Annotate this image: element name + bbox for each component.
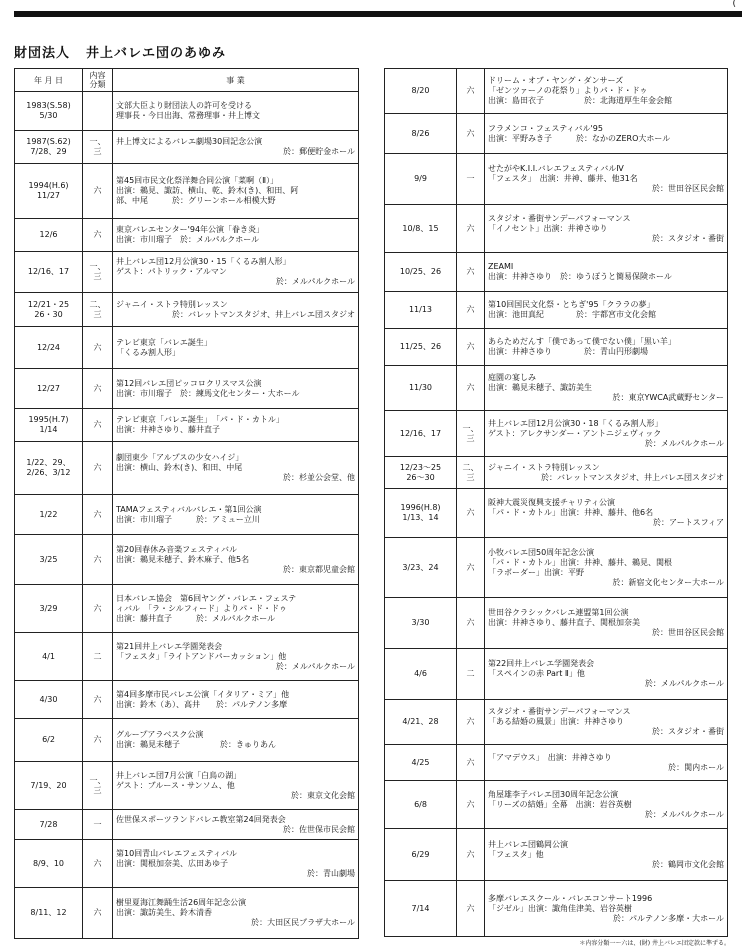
row-date: 1/22 [15, 495, 83, 535]
event-line: 東京バレエセンター'94年公演「眷き炎」 [116, 225, 265, 234]
row-event [113, 585, 359, 633]
row-date: 6/29 [385, 829, 457, 881]
title-org: 財団法人 [14, 46, 71, 61]
event-line: 於：大田区民プラザ大ホール [251, 918, 355, 927]
event-line: 出演：市川瑠子 於：メルパルクホール [116, 235, 260, 244]
row-kind: 六 [83, 888, 113, 939]
row-kind: 六 [83, 495, 113, 535]
right-table-column [384, 68, 728, 937]
event-line: 阪神大震災復興支援チャリティ公演 [488, 498, 615, 507]
row-date: 12/21・25 26・30 [15, 293, 83, 327]
table-row [15, 442, 359, 495]
event-line: 於：新宿文化センター大ホール [612, 577, 724, 587]
row-event [485, 205, 728, 253]
row-event [113, 810, 359, 840]
table-row [15, 810, 359, 840]
row-event [485, 411, 728, 457]
event-line: 「フェスタ」「ライトアンドパーカッション」他 [116, 651, 287, 661]
table-row [15, 633, 359, 681]
event-line: 「イノセント」出演：井神さゆり [488, 223, 608, 233]
table-row [385, 253, 728, 292]
table-row [385, 489, 728, 538]
row-kind: 一 [83, 810, 113, 840]
event-line: TAMAフェスティバルバレエ・第1回公演 [116, 504, 262, 514]
event-line: 於：杉並公会堂、他 [283, 473, 355, 482]
row-event [113, 719, 359, 762]
row-date: 10/8、15 [385, 205, 457, 253]
table-row [15, 219, 359, 252]
row-event [485, 829, 728, 881]
table-row [15, 164, 359, 219]
event-line: 第4回多摩市民バレエ公演「イタリア・ミア」他 [116, 689, 290, 699]
event-line: 於：パルテノン多摩・大ホール [613, 913, 724, 923]
left-table-body [15, 92, 359, 939]
row-event [485, 329, 728, 366]
table-row [385, 649, 728, 700]
event-line: 佐世保スポーツランドバレエ教室第24回発表会 [116, 814, 286, 824]
event-line: 於：鶴岡市文化会館 [652, 859, 724, 869]
row-event [113, 327, 359, 369]
event-line: ZEAMI [488, 262, 514, 271]
event-line: 出演：島田衣子 於：北海道厚生年金会館 [488, 96, 672, 105]
table-row [15, 719, 359, 762]
row-date: 1987(S.62) 7/28、29 [15, 131, 83, 164]
row-kind: 六 [83, 369, 113, 409]
event-line: 出演：鈴木（あ）、高井 於：パルテノン多摩 [116, 699, 288, 709]
event-line: ゲスト：ブルース・サンソム、他 [116, 780, 235, 790]
event-line: 「リーズの結婚」全幕 出演：岩谷英樹 [488, 799, 632, 809]
row-kind: 一、三 [83, 131, 113, 164]
row-event [485, 292, 728, 329]
row-kind: 六 [457, 538, 485, 598]
event-line: 劇団東少「アルプスの少女ハイジ」 [116, 453, 244, 462]
event-line: 出演：池田真紀 於：宇都宮市文化会館 [488, 310, 656, 319]
row-kind: 二 [83, 633, 113, 681]
row-event [113, 92, 359, 131]
row-kind: 六 [83, 585, 113, 633]
row-event [485, 154, 728, 205]
table-row [385, 700, 728, 745]
row-event [113, 369, 359, 409]
event-line: ジャニイ・ストラ特別レッスン [116, 299, 228, 309]
event-line: ジャニイ・ストラ特別レッスン [488, 462, 600, 472]
event-line: 「パ・ド・カトル」出演：井神、藤井、鵜見、関根 [488, 557, 672, 567]
table-row [385, 292, 728, 329]
row-event [113, 442, 359, 495]
event-line: 第20回春休み音楽フェスティバル [116, 544, 237, 554]
row-date: 3/29 [15, 585, 83, 633]
event-line: 第10回国民文化祭・とちぎ'95「クララの夢」 [488, 300, 655, 309]
row-kind: 六 [83, 164, 113, 219]
event-line: あらためだんす「僕であって僕でない僕」「黒い羊」 [488, 337, 676, 346]
row-kind: 六 [457, 253, 485, 292]
event-line: 第22回井上バレエ学園発表会 [488, 659, 595, 668]
event-line: 井上博文によるバレエ劇場30回記念公演 [116, 137, 263, 146]
event-line: 出演：鵜見未穂子 於：きゅりあん [116, 740, 276, 749]
row-date: 12/23～25 26～30 [385, 457, 457, 489]
event-line: グループアラベスク公演 [116, 730, 204, 739]
row-kind: 六 [83, 409, 113, 442]
event-line: ゲスト：パトリック・アルマン [116, 267, 227, 276]
event-line: 理事長・今日出海、常務理事・井上博文 [116, 111, 260, 120]
row-kind: 六 [457, 598, 485, 649]
row-kind: 二、三 [457, 457, 485, 489]
event-line: 於：スタジオ・番街 [652, 233, 724, 243]
event-line: 於：アートスフィア [652, 518, 724, 527]
row-event [113, 633, 359, 681]
history-table-left [14, 68, 359, 939]
row-date: 7/19、20 [15, 762, 83, 810]
table-row [385, 69, 728, 114]
header-kind: 内容分類 [83, 69, 113, 92]
history-table-right [384, 68, 728, 937]
event-line: 日本バレエ協会 第6回ヤング・バレエ・フェステ [116, 593, 297, 603]
table-row [15, 535, 359, 585]
row-event [485, 457, 728, 489]
event-line: 出演：諏訪美生、鈴木清香 [116, 908, 212, 917]
event-line: 出演：井神さゆり、藤井直子、関根加奈美 [488, 618, 640, 627]
event-line: 出演：平野みき子 於：なかのZERO大ホール [488, 133, 671, 143]
event-line: 於：佐世保市民会館 [283, 824, 355, 834]
row-date: 4/25 [385, 745, 457, 781]
event-line: ィバル 「ラ・シルフィード」よりパ・ド・ドゥ [116, 603, 287, 613]
event-line: 於：メルパルクホール [275, 277, 355, 286]
row-kind: 六 [457, 881, 485, 937]
row-kind: 六 [457, 205, 485, 253]
row-event [485, 745, 728, 781]
event-line: 於：郵便貯金ホール [283, 147, 355, 156]
event-line: 出演：鵜見未穂子、諏訪美生 [488, 383, 592, 392]
row-date: 4/30 [15, 681, 83, 719]
event-line: 井上バレエ団鶴岡公演 [488, 839, 568, 849]
row-date: 12/27 [15, 369, 83, 409]
event-line: 「ある結婚の風景」出演：井神さゆり [488, 717, 624, 726]
row-kind: 六 [83, 840, 113, 888]
row-kind: 六 [457, 292, 485, 329]
event-line: 於：東京YWCA武蔵野センター [612, 393, 724, 402]
table-row [15, 409, 359, 442]
event-line: 「フェスタ」他 [488, 849, 544, 859]
row-kind: 六 [457, 829, 485, 881]
table-row [385, 538, 728, 598]
row-kind: 六 [457, 489, 485, 538]
row-event [485, 649, 728, 700]
row-date: 9/9 [385, 154, 457, 205]
table-row [15, 92, 359, 131]
row-kind: 六 [457, 781, 485, 829]
row-kind: 六 [457, 114, 485, 154]
event-line: 第12回バレエ団ピッコロクリスマス公演 [116, 378, 262, 388]
row-kind: 六 [83, 681, 113, 719]
row-event [113, 495, 359, 535]
top-rule [14, 11, 742, 17]
event-line: 角屋雄李子バレエ団30周年記念公演 [488, 789, 619, 799]
event-line: 小牧バレエ団50周年記念公演 [488, 547, 595, 557]
row-kind: 六 [457, 700, 485, 745]
row-date: 3/25 [15, 535, 83, 585]
table-row [385, 829, 728, 881]
row-kind: 六 [83, 535, 113, 585]
event-line: 出演：井神さゆり、藤井直子 [116, 425, 220, 434]
row-event [113, 888, 359, 939]
row-date: 11/25、26 [385, 329, 457, 366]
event-line: 出演：横山、鈴木(き)、和田、中尾 [116, 463, 243, 472]
row-event [113, 219, 359, 252]
row-event [113, 252, 359, 293]
event-line: せたがやK.I.I.バレエフェスティバルⅣ [488, 164, 624, 173]
row-kind: 一、三 [457, 411, 485, 457]
row-date: 6/8 [385, 781, 457, 829]
event-line: 庭園の宴しみ [488, 373, 536, 382]
event-line: ゲスト：アレクサンダー・アントニジェヴィック [488, 428, 662, 438]
row-date: 1994(H.6) 11/27 [15, 164, 83, 219]
table-row [15, 495, 359, 535]
event-line: 「アマデウス」 出演：井神さゆり [488, 752, 612, 762]
event-line: 「パ・ド・カトル」出演：井神、藤井、他6名 [488, 508, 654, 517]
row-date: 1996(H.8) 1/13、14 [385, 489, 457, 538]
event-line: 出演：井神さゆり 於：青山円形劇場 [488, 347, 648, 356]
event-line: 「くるみ割人形」 [116, 347, 180, 357]
row-date: 1983(S.58) 5/30 [15, 92, 83, 131]
row-date: 12/16、17 [385, 411, 457, 457]
row-kind: 一 [457, 154, 485, 205]
left-table-column [14, 68, 359, 939]
table-row [15, 252, 359, 293]
event-line: 於：青山劇場 [307, 868, 355, 878]
event-line: フラメンコ・フェスティバル'95 [488, 123, 603, 133]
title-name: 井上バレエ団のあゆみ [86, 46, 227, 61]
event-line: 多摩バレエスクール・バレエコンサート1996 [488, 893, 653, 903]
table-row [385, 781, 728, 829]
row-kind: 六 [83, 442, 113, 495]
table-row [385, 205, 728, 253]
row-event [113, 681, 359, 719]
event-line: 出演：関根加奈美、広田あゆ子 [116, 858, 228, 868]
row-date: 12/16、17 [15, 252, 83, 293]
row-date: 4/6 [385, 649, 457, 700]
row-event [113, 535, 359, 585]
row-event [485, 489, 728, 538]
row-kind: 六 [83, 219, 113, 252]
table-row [15, 585, 359, 633]
row-event [485, 366, 728, 411]
table-row [385, 329, 728, 366]
table-row [385, 598, 728, 649]
row-date: 1/22、29、 2/26、3/12 [15, 442, 83, 495]
table-row [385, 745, 728, 781]
event-line: 於：東京都児童会館 [283, 564, 355, 574]
event-line: 出演：藤井直子 於：メルパルクホール [116, 613, 276, 623]
event-line: 出演：市川瑠子 於：アミュー立川 [116, 514, 260, 524]
table-row [15, 840, 359, 888]
table-row [15, 888, 359, 939]
event-line: 於：メルパルクホール [644, 438, 724, 448]
event-line: 世田谷クラシックバレエ連盟第1回公演 [488, 608, 629, 617]
table-row [385, 411, 728, 457]
header-date: 年 月 日 [15, 69, 83, 92]
event-line: 於：バレットマンスタジオ、井上バレエ団スタジオ [541, 472, 724, 482]
event-line: 「スペインの赤 Part Ⅱ」他 [488, 669, 585, 678]
table-row [385, 154, 728, 205]
event-line: 文部大臣より財団法人の許可を受ける [116, 101, 252, 110]
row-event [113, 840, 359, 888]
row-date: 11/30 [385, 366, 457, 411]
table-row [15, 293, 359, 327]
event-line: 「フェスタ」 出演：井神、藤井、他31名 [488, 174, 638, 183]
row-event [485, 69, 728, 114]
table-row [15, 327, 359, 369]
event-line: スタジオ・番街サンデーパフォーマンス [488, 707, 631, 716]
table-row [385, 881, 728, 937]
event-line: ドリーム・オブ・ヤング・ダンサーズ [488, 76, 624, 85]
table-row [15, 681, 359, 719]
row-event [113, 762, 359, 810]
row-event [113, 131, 359, 164]
row-kind: 一、三 [83, 252, 113, 293]
table-row [15, 369, 359, 409]
event-line: 第45回市民文化祭洋舞合同公演「菜啊（Ⅱ）」 [116, 176, 279, 185]
row-event [485, 114, 728, 154]
event-line: スタジオ・番街サンデーパフォーマンス [488, 213, 631, 223]
event-line: 於：世田谷区民会館 [652, 184, 724, 193]
row-date: 10/25、26 [385, 253, 457, 292]
row-kind: 六 [457, 745, 485, 781]
event-line: 於：メルパルクホール [644, 809, 724, 819]
header-event: 事 業 [113, 69, 359, 92]
row-kind: 二 [457, 649, 485, 700]
row-kind: 六 [457, 366, 485, 411]
row-event [113, 293, 359, 327]
row-date: 8/20 [385, 69, 457, 114]
table-row [385, 457, 728, 489]
event-line: テレビ東京「バレエ誕生」 [116, 337, 212, 347]
row-kind: 二、三 [83, 293, 113, 327]
row-date: 4/21、28 [385, 700, 457, 745]
row-date: 12/6 [15, 219, 83, 252]
event-line: 於：東京文化会館 [291, 790, 355, 800]
event-line: 第10回青山バレエフェスティバル [116, 848, 237, 858]
event-line: 出演：市川瑠子 於：練馬文化センター・大ホール [116, 388, 300, 398]
event-line: 出演：鵜見、諏訪、横山、乾、鈴木(き)、和田、阿 [116, 186, 299, 195]
event-line: 「ゼンツァーノの花祭り」よりパ・ド・ドゥ [488, 86, 648, 95]
table-row [385, 366, 728, 411]
event-line: 「ラボーダー」出演：平野 [488, 567, 584, 577]
event-line: 於：関内ホール [668, 762, 724, 772]
row-date: 8/26 [385, 114, 457, 154]
event-line: 樹里夏海江舞踊生活26周年記念公演 [116, 898, 247, 907]
page-corner-mark: ( [732, 0, 736, 9]
row-kind: 一、三 [83, 762, 113, 810]
event-line: 於：世田谷区民会館 [652, 628, 724, 637]
row-kind: 六 [83, 327, 113, 369]
page-title [14, 42, 242, 61]
row-date: 7/14 [385, 881, 457, 937]
row-kind: 六 [83, 719, 113, 762]
row-date: 4/1 [15, 633, 83, 681]
row-event [485, 538, 728, 598]
row-date: 3/30 [385, 598, 457, 649]
row-event [485, 598, 728, 649]
event-line: 出演：鵜見未穂子、鈴木麻子、他5名 [116, 554, 250, 564]
event-line: 於：メルパルクホール [275, 661, 355, 671]
row-date: 8/9、10 [15, 840, 83, 888]
row-date: 7/28 [15, 810, 83, 840]
row-date: 6/2 [15, 719, 83, 762]
event-line: 出演：井神さゆり 於：ゆうぽうと簡易保険ホール [488, 272, 672, 281]
table-row [15, 762, 359, 810]
row-event [485, 881, 728, 937]
row-date: 1995(H.7) 1/14 [15, 409, 83, 442]
row-event [485, 253, 728, 292]
event-line: 井上バレエ団7月公演「白鳥の湖」 [116, 770, 242, 780]
row-date: 12/24 [15, 327, 83, 369]
event-line: 於：バレットマンスタジオ、井上バレエ団スタジオ [172, 309, 355, 319]
event-line: 於：メルパルクホール [644, 679, 724, 688]
row-kind: 六 [457, 329, 485, 366]
event-line: 井上バレエ団12月公演30・15「くるみ割人形」 [116, 257, 291, 266]
event-line: 第21回井上バレエ学園発表会 [116, 641, 223, 651]
event-line: 部、中尾 於：グリーンホール相模大野 [116, 196, 276, 205]
row-event [485, 781, 728, 829]
row-date: 8/11、12 [15, 888, 83, 939]
row-kind: 六 [457, 69, 485, 114]
row-event [485, 700, 728, 745]
row-kind [83, 92, 113, 131]
table-row [15, 131, 359, 164]
row-event [113, 409, 359, 442]
event-line: 井上バレエ団12月公演30・18「くるみ割人形」 [488, 418, 663, 428]
right-table-body [385, 69, 728, 937]
footnote: ＊内容分類一～六は、(財) 井上バレエ団定款に準ずる。 [579, 940, 730, 947]
row-event [113, 164, 359, 219]
row-date: 11/13 [385, 292, 457, 329]
table-row [385, 114, 728, 154]
event-line: 於：スタジオ・番街 [652, 727, 724, 736]
row-date: 3/23、24 [385, 538, 457, 598]
event-line: 「ジゼル」出演：諏角佳津美、岩谷英樹 [488, 903, 632, 913]
event-line: テレビ東京「バレエ誕生」 「パ・ド・カトル」 [116, 415, 284, 424]
